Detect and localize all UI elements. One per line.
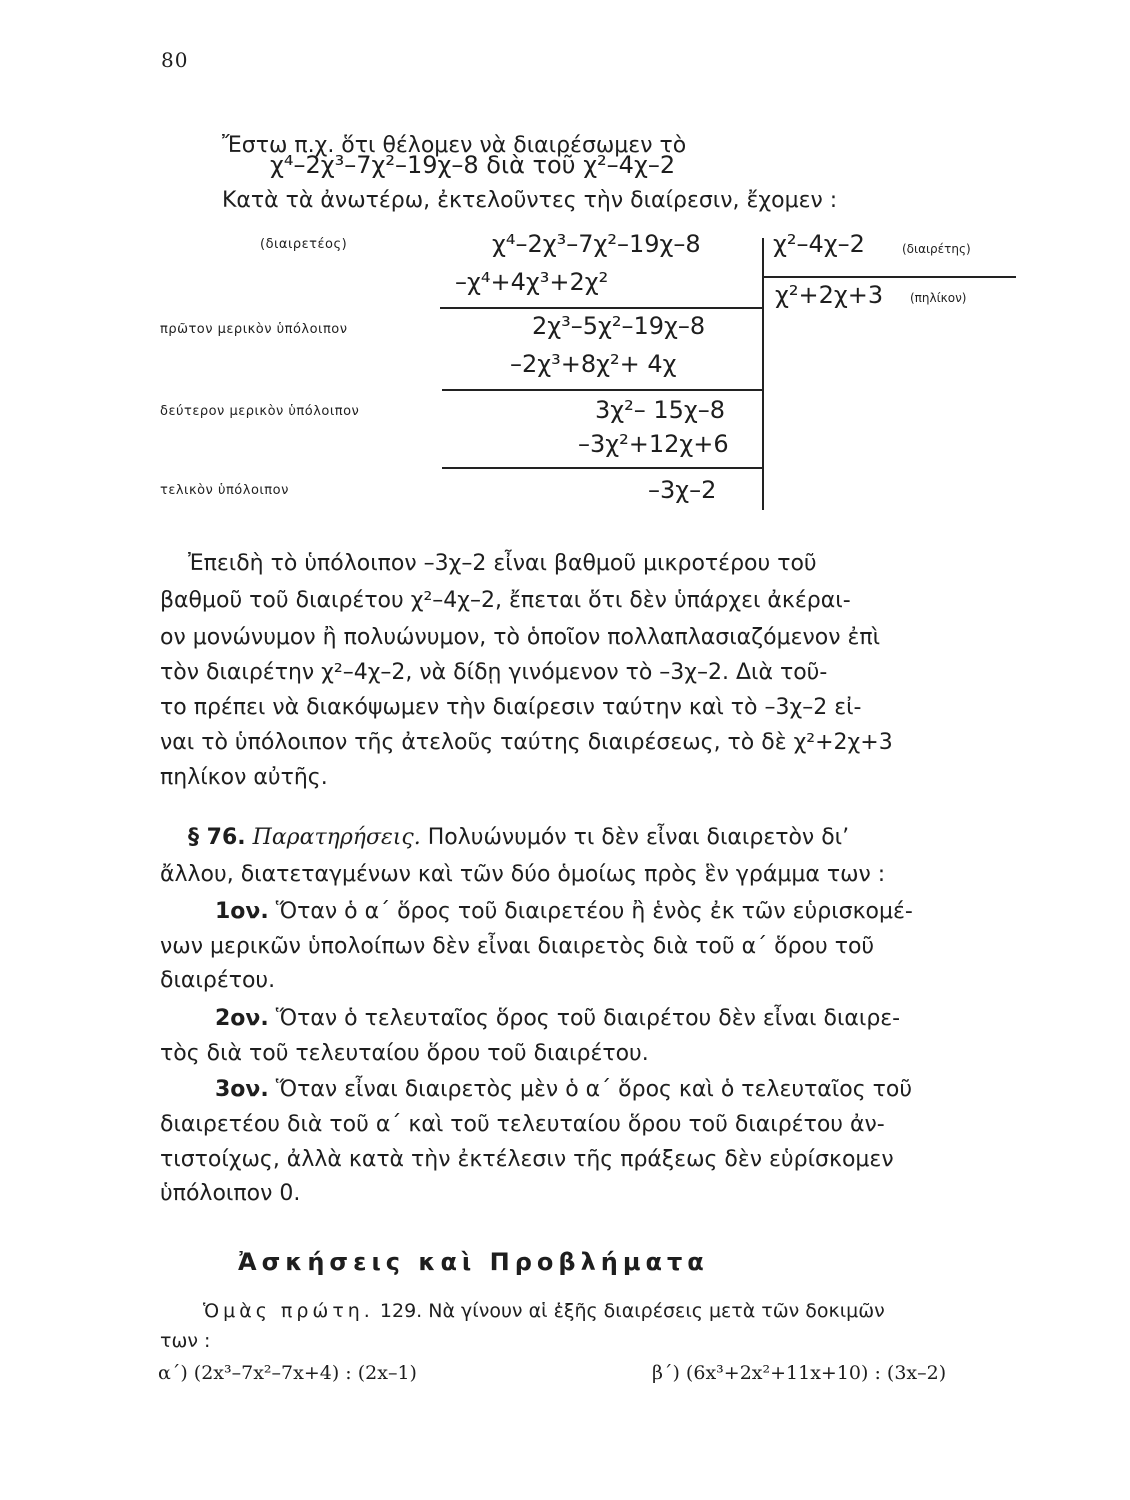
exercises-heading: Ἀσκήσεις καὶ Προβλήματα xyxy=(238,1248,709,1276)
item-2-text-1: Ὅταν ὁ τελευταῖος ὅρος τοῦ διαιρέτου δὲν εἶναι διαιρε- xyxy=(275,1006,901,1031)
divisor: χ²–4χ–2 xyxy=(773,230,865,258)
item-3-text-1: Ὅταν εἶναι διαιρετὸς μὲν ὁ α΄ ὅρος καὶ ὁ τελευταῖος τοῦ xyxy=(275,1077,913,1102)
para-line-7: πηλίκον αὐτῆς. xyxy=(160,765,328,790)
final-remainder: –3χ–2 xyxy=(648,476,717,504)
section-number: § 76. xyxy=(188,825,246,850)
intro-line-3: Κατὰ τὰ ἀνωτέρω, ἐκτελοῦντες τὴν διαίρεσιν, ἔχομεν : xyxy=(222,188,838,213)
item-3-line-3: τιστοίχως, ἀλλὰ κατὰ τὴν ἐκτέλεσιν τῆς πράξεως δὲν εὑρίσκομεν xyxy=(160,1147,894,1172)
section-heading-line xyxy=(188,825,849,850)
intro-line-1: Ἔστω π.χ. ὅτι θέλομεν νὰ διαιρέσωμεν τὸ xyxy=(222,133,687,158)
subtraction-2: –2χ³+8χ²+ 4χ xyxy=(510,350,677,378)
item-2-line-1 xyxy=(215,1006,900,1031)
dividend: χ⁴–2χ³–7χ²–19χ–8 xyxy=(492,230,701,258)
final-remainder-label: τελικὸν ὑπόλοιπον xyxy=(160,483,289,498)
quotient-rule xyxy=(764,276,1016,278)
problem-continuation: των : xyxy=(160,1330,211,1352)
para-line-2: βαθμοῦ τοῦ διαιρέτου χ²–4χ–2, ἔπεται ὅτι δὲν ὑπάρχει ἀκέραι- xyxy=(160,588,851,613)
para-line-5: το πρέπει νὰ διακόψωμεν τὴν διαίρεσιν ταύτην καὶ τὸ –3χ–2 εἰ- xyxy=(160,695,862,720)
subtraction-3: –3χ²+12χ+6 xyxy=(578,430,729,458)
exercise-group-line xyxy=(203,1300,885,1322)
item-3-line-2: διαιρετέου διὰ τοῦ α΄ καὶ τοῦ τελευταίου ὅρου τοῦ διαιρέτου ἀν- xyxy=(160,1112,885,1137)
item-2-line-2: τὸς διὰ τοῦ τελευταίου ὅρου τοῦ διαιρέτου. xyxy=(160,1041,649,1066)
subtraction-rule-3 xyxy=(442,467,762,469)
para-line-4: τὸν διαιρέτην χ²–4χ–2, νὰ δίδῃ γινόμενον τὸ –3χ–2. Διὰ τοῦ- xyxy=(160,660,828,685)
exercise-b: β΄) (6x³+2x²+11x+10) : (3x–2) xyxy=(652,1362,947,1384)
subtraction-rule-2 xyxy=(442,389,762,391)
item-3-line-1 xyxy=(215,1077,912,1102)
subtraction-rule-1 xyxy=(440,307,762,309)
second-remainder-label: δεύτερον μερικὸν ὑπόλοιπον xyxy=(160,404,360,419)
para-line-1: Ἐπειδὴ τὸ ὑπόλοιπον –3χ–2 εἶναι βαθμοῦ μικροτέρου τοῦ xyxy=(188,551,817,576)
para-line-6: ναι τὸ ὑπόλοιπον τῆς ἀτελοῦς ταύτης διαιρέσεως, τὸ δὲ χ²+2χ+3 xyxy=(160,730,893,755)
item-1-line-2: νων μερικῶν ὑπολοίπων δὲν εἶναι διαιρετὸς διὰ τοῦ α΄ ὅρου τοῦ xyxy=(160,934,875,959)
section-line-1-rest: Πολυώνυμόν τι δὲν εἶναι διαιρετὸν δι’ xyxy=(427,825,850,850)
intro-line-2: χ⁴–2χ³–7χ²–19χ–8 διὰ τοῦ χ²–4χ–2 xyxy=(270,151,676,179)
exercise-a: α΄) (2x³–7x²–7x+4) : (2x–1) xyxy=(158,1362,417,1384)
item-3-number: 3ον. xyxy=(215,1077,269,1102)
group-label: Ὁμὰς πρώτη. xyxy=(203,1300,374,1322)
para-line-3: ον μονώνυμον ἢ πολυώνυμον, τὸ ὁποῖον πολλαπλασιαζόμενον ἐπὶ xyxy=(160,625,881,650)
item-1-line-3: διαιρέτου. xyxy=(160,968,276,993)
item-3-line-4: ὑπόλοιπον 0. xyxy=(160,1181,301,1206)
divisor-label: (διαιρέτης) xyxy=(902,242,971,256)
subtraction-1: –χ⁴+4χ³+2χ² xyxy=(455,268,609,296)
second-remainder: 3χ²– 15χ–8 xyxy=(595,396,726,424)
problem-text: 129. Νὰ γίνουν αἱ ἑξῆς διαιρέσεις μετὰ τῶν δοκιμῶν xyxy=(379,1300,885,1322)
first-remainder-label: πρῶτον μερικὸν ὑπόλοιπον xyxy=(160,322,348,337)
division-vertical-rule xyxy=(762,238,764,510)
page-number: 80 xyxy=(161,48,189,72)
quotient: χ²+2χ+3 xyxy=(775,281,884,309)
item-1-line-1 xyxy=(215,899,913,924)
section-line-2: ἄλλου, διατεταγμένων καὶ τῶν δύο ὁμοίως πρὸς ἓν γράμμα των : xyxy=(160,862,886,887)
item-1-text-1: Ὅταν ὁ α΄ ὅρος τοῦ διαιρετέου ἢ ἑνὸς ἐκ τῶν εὑρισκομέ- xyxy=(275,899,913,924)
quotient-label: (πηλίκον) xyxy=(910,291,967,305)
item-2-number: 2ον. xyxy=(215,1006,269,1031)
dividend-label: (διαιρετέος) xyxy=(260,237,348,252)
first-remainder: 2χ³–5χ²–19χ–8 xyxy=(532,312,706,340)
section-title: Παρατηρήσεις. xyxy=(252,825,421,850)
item-1-number: 1ον. xyxy=(215,899,269,924)
